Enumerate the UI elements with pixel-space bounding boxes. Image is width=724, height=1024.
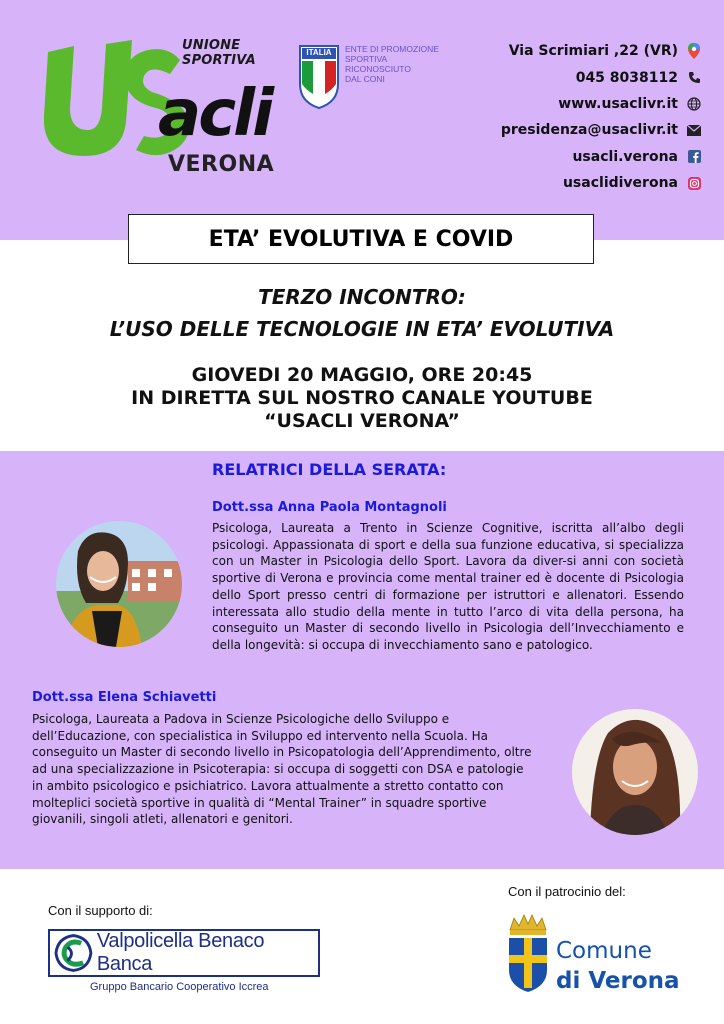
contact-email[interactable] xyxy=(442,117,702,143)
usacli-logo xyxy=(40,38,300,188)
contact-address xyxy=(442,38,702,64)
mail-icon xyxy=(686,122,702,138)
facebook-text: usacli.verona xyxy=(572,148,678,165)
speaker-bio-montagnoli: Psicologa, Laureata a Trento in Scienze Cognitive, iscritta all’albo degli psicologi. Appassionata di sport e della sua funzione educativa, si specializza con un Master in Psicologia dello Sport. Lavora da diver-si anni con società sportive di Verona e provincia come mental trainer ed è docente di Psicologia dello Sport presso centri di formazione per istruttori e allenatori. Essendo interessata allo studio della mente in tutto l’arco di vita della persona, ha conseguito un Master di secondo livello in Psicologia dell’Invecchiamento e della longevità: si occupa di invecchiamento sano e patologico. xyxy=(212,521,684,652)
speaker-photo-schiavetti xyxy=(572,709,698,835)
event-date: GIOVEDI 20 MAGGIO, ORE 20:45 xyxy=(191,364,533,386)
coni-line: DAL CONI xyxy=(345,74,385,84)
bank-emblem-icon xyxy=(54,933,93,973)
email-text: presidenza@usaclivr.it xyxy=(500,122,678,139)
website-text: www.usaclivr.it xyxy=(558,95,678,112)
phone-text: 045 8038112 xyxy=(575,69,678,86)
subtitle-line-2: L’USO DELLE TECNOLOGIE IN ETA’ EVOLUTIVA xyxy=(109,317,615,341)
event-channel: IN DIRETTA SUL NOSTRO CANALE YOUTUBE xyxy=(131,387,593,409)
facebook-icon xyxy=(686,149,702,165)
logo-top-text: UNIONE SPORTIVA xyxy=(182,38,256,68)
italia-shield-icon xyxy=(298,44,340,110)
coni-recognition-text xyxy=(345,44,455,84)
support-label: Con il supporto di: xyxy=(48,903,153,918)
coni-line: ENTE DI PROMOZIONE xyxy=(345,44,439,54)
coni-line: RICONOSCIUTO xyxy=(345,64,411,74)
contact-phone[interactable] xyxy=(442,64,702,90)
coni-line: SPORTIVA xyxy=(345,54,388,64)
contact-list xyxy=(442,38,702,196)
contact-instagram[interactable] xyxy=(442,170,702,196)
event-channel-name: “USACLI VERONA” xyxy=(264,410,460,432)
contact-website[interactable] xyxy=(442,91,702,117)
speaker-name-schiavetti: Dott.ssa Elena Schiavetti xyxy=(32,690,217,705)
map-pin-icon xyxy=(686,43,702,59)
flag-label: ITALIA xyxy=(306,48,332,57)
bank-group: Gruppo Bancario Cooperativo Iccrea xyxy=(90,981,269,993)
comune-line-2: di Verona xyxy=(556,968,680,994)
speaker-name-montagnoli: Dott.ssa Anna Paola Montagnoli xyxy=(212,500,447,515)
comune-line-1: Comune xyxy=(556,938,652,964)
logo-acli-text: acli xyxy=(158,77,271,151)
instagram-icon xyxy=(686,175,702,191)
subtitle-line-1: TERZO INCONTRO: xyxy=(258,285,466,309)
phone-icon xyxy=(686,70,702,86)
logo-city-text: VERONA xyxy=(168,152,275,177)
speaker-bio-schiavetti: Psicologa, Laureata a Padova in Scienze Psicologiche dello Sviluppo e dell’Educazione, con specialistica in Sviluppo ed intervento nella Scuola. Ha conseguito un Master di secondo livello in Psicopatologia dell’Apprendimento, oltre ad una specializzazione in Psicoterapia: si occupa di soggetti con DSA e patologie in ambito psicologico e psichiatrico. Lavora attualmente a stretto contatto con molteplici società sportive in qualità di “Mental Trainer” in squadre sportive giovanili, singoli atleti, allenatori e genitori. xyxy=(32,712,532,827)
verona-coat-of-arms-icon xyxy=(507,912,549,994)
contact-facebook[interactable] xyxy=(442,144,702,170)
speakers-heading: RELATRICI DELLA SERATA: xyxy=(212,460,447,479)
event-title: ETA’ EVOLUTIVA E COVID xyxy=(128,214,594,264)
globe-icon xyxy=(686,96,702,112)
patronage-label: Con il patrocinio del: xyxy=(508,884,626,899)
comune-verona-logo xyxy=(556,938,680,994)
instagram-text: usaclidiverona xyxy=(562,175,678,192)
bank-name: Valpolicella Benaco Banca xyxy=(96,930,265,975)
bank-logo xyxy=(48,929,320,977)
speaker-photo-montagnoli xyxy=(56,521,182,647)
address-text: Via Scrimiari ,22 (VR) xyxy=(508,43,678,60)
